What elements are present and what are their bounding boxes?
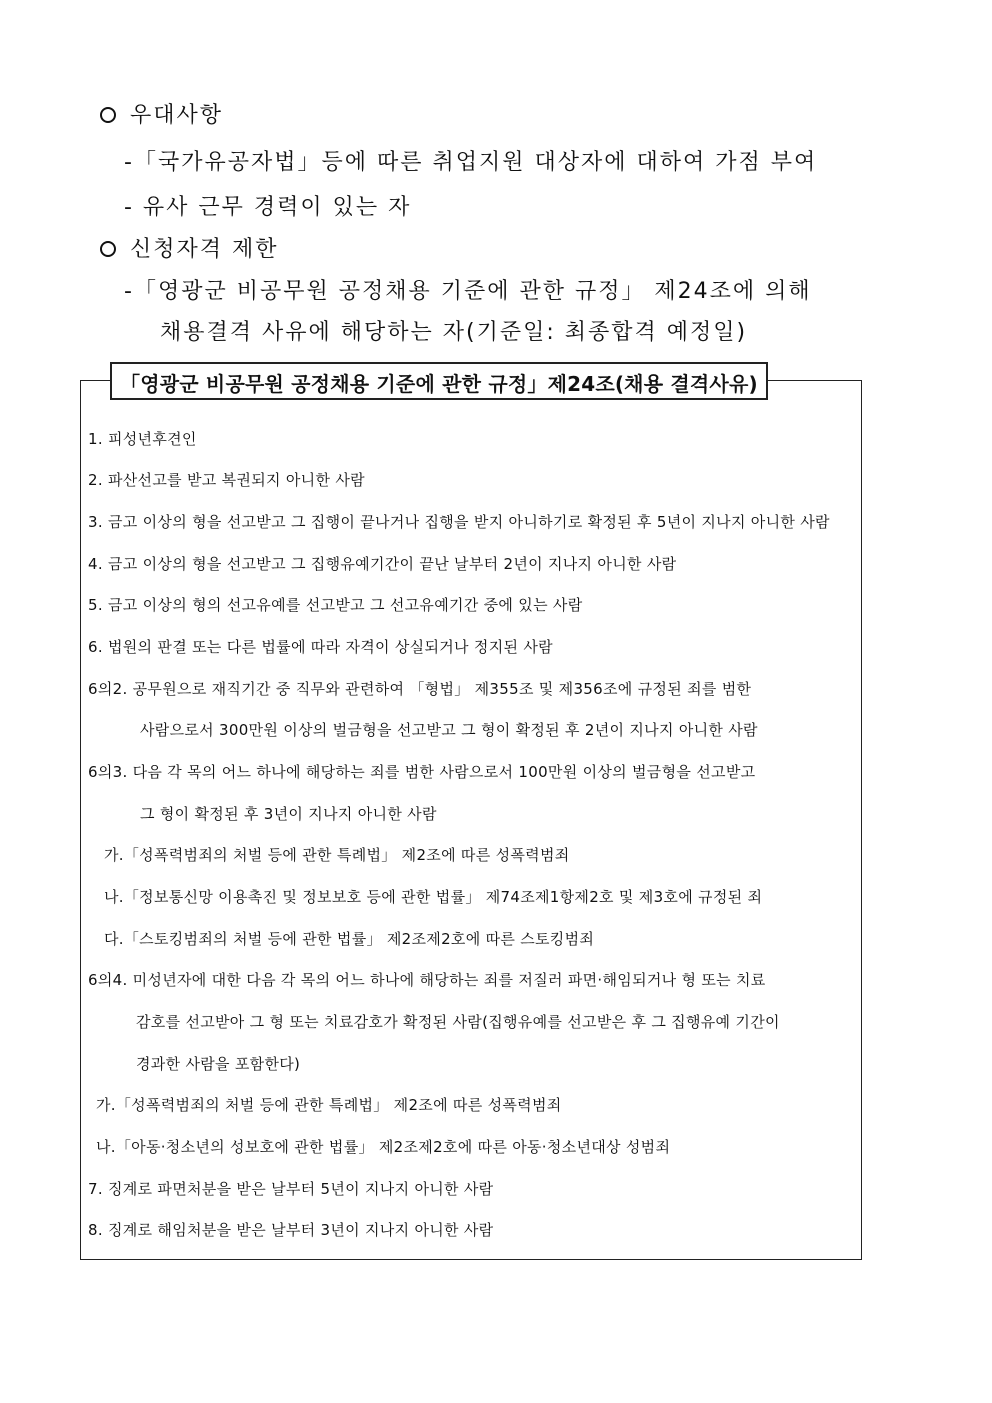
box-line: 5. 금고 이상의 형의 선고유예를 선고받고 그 선고유예기간 중에 있는 사람 (88, 596, 583, 614)
box-line: 3. 금고 이상의 형을 선고받고 그 집행이 끝나거나 집행을 받지 아니하기로 확정된 후 5년이 지나지 아니한 사람 (88, 513, 830, 531)
box-line: 7. 징계로 파면처분을 받은 날부터 5년이 지나지 아니한 사람 (88, 1180, 494, 1198)
section-title: 신청자격 제한 (130, 237, 279, 262)
box-line: 경과한 사람을 포함한다) (136, 1055, 301, 1073)
circle-bullet-icon (100, 241, 116, 257)
box-line: 6. 법원의 판결 또는 다른 법률에 따라 자격이 상실되거나 정지된 사람 (88, 638, 553, 656)
section-title: 우대사항 (130, 103, 224, 128)
box-line: 가.「성폭력범죄의 처벌 등에 관한 특례법」 제2조에 따른 성폭력범죄 (96, 1096, 562, 1114)
list-item: - 유사 근무 경력이 있는 자 (124, 195, 412, 220)
box-line: 사람으로서 300만원 이상의 벌금형을 선고받고 그 형이 확정된 후 2년이 지나지 아니한 사람 (140, 721, 758, 739)
box-line: 2. 파산선고를 받고 복권되지 아니한 사람 (88, 471, 365, 489)
box-line: 그 형이 확정된 후 3년이 지나지 아니한 사람 (140, 805, 437, 823)
circle-bullet-icon (100, 107, 116, 123)
box-line: 6의3. 다음 각 목의 어느 하나에 해당하는 죄를 범한 사람으로서 100만원 이상의 벌금형을 선고받고 (88, 763, 756, 781)
box-line: 나.「아동·청소년의 성보호에 관한 법률」 제2조제2호에 따른 아동·청소년대상 성범죄 (96, 1138, 671, 1156)
box-line: 4. 금고 이상의 형을 선고받고 그 집행유예기간이 끝난 날부터 2년이 지나지 아니한 사람 (88, 555, 677, 573)
box-line: 1. 피성년후견인 (88, 430, 197, 448)
box-line: 6의4. 미성년자에 대한 다음 각 목의 어느 하나에 해당하는 죄를 저질러 파면·해임되거나 형 또는 치료 (88, 971, 766, 989)
list-item: -「영광군 비공무원 공정채용 기준에 관한 규정」 제24조에 의해 (124, 279, 812, 304)
section-heading-restriction (100, 232, 279, 263)
box-line: 6의2. 공무원으로 재직기간 중 직무와 관련하여 「형법」 제355조 및 제356조에 규정된 죄를 범한 (88, 680, 752, 698)
list-item: -「국가유공자법」등에 따른 취업지원 대상자에 대하여 가점 부여 (124, 150, 818, 175)
box-line: 감호를 선고받아 그 형 또는 치료감호가 확정된 사람(집행유예를 선고받은 후 그 집행유예 기간이 (136, 1013, 780, 1031)
list-item-continuation: 채용결격 사유에 해당하는 자(기준일: 최종합격 예정일) (160, 320, 748, 345)
box-line: 8. 징계로 해임처분을 받은 날부터 3년이 지나지 아니한 사람 (88, 1221, 494, 1239)
box-line: 나.「정보통신망 이용촉진 및 정보보호 등에 관한 법률」 제74조제1항제2호 및 제3호에 규정된 죄 (104, 888, 763, 906)
box-title: 「영광군 비공무원 공정채용 기준에 관한 규정」제24조(채용 결격사유) (110, 362, 768, 400)
section-heading-preference (100, 98, 223, 129)
box-line: 다.「스토킹범죄의 처벌 등에 관한 법률」 제2조제2호에 따른 스토킹범죄 (104, 930, 595, 948)
box-line: 가.「성폭력범죄의 처벌 등에 관한 특례법」 제2조에 따른 성폭력범죄 (104, 846, 570, 864)
